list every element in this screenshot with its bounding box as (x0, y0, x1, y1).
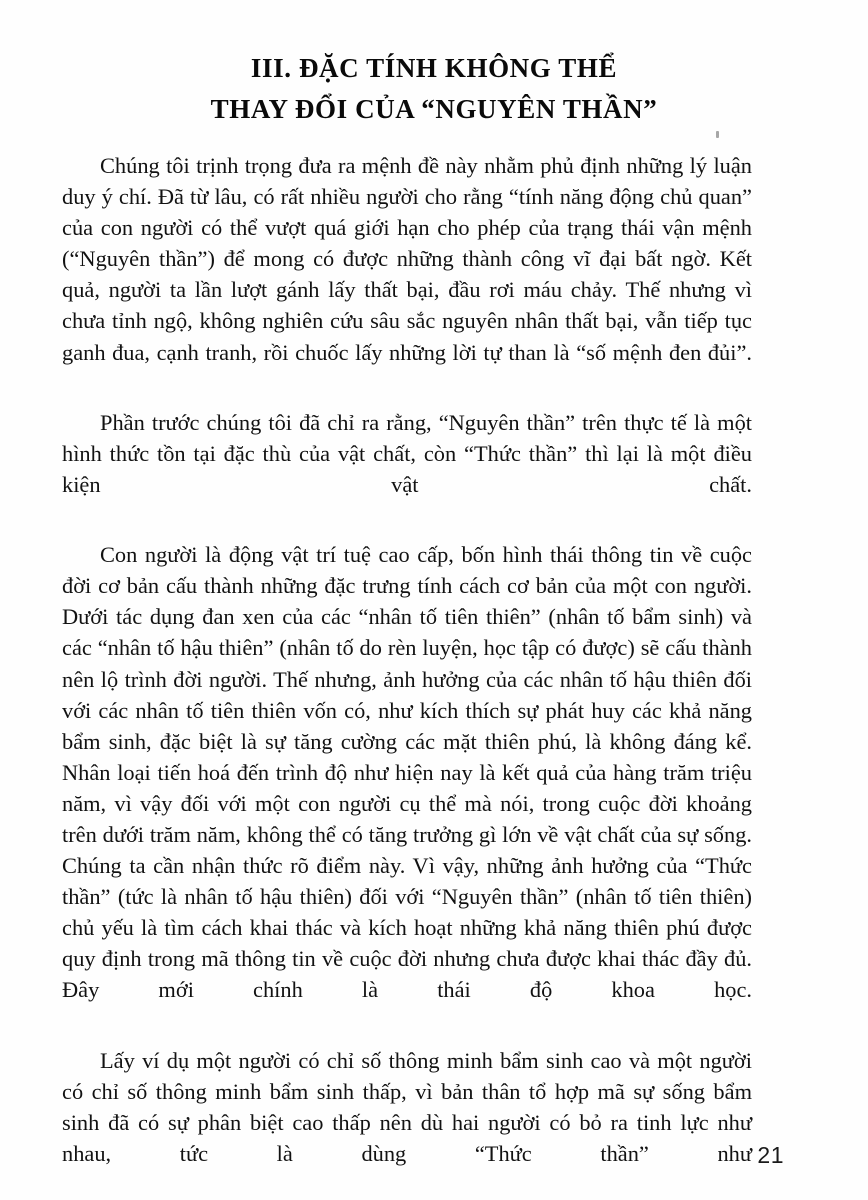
paragraph: Phần trước chúng tôi đã chỉ ra rằng, “Nguyên thần” trên thực tế là một hình thức tồn tại đặc thù của vật chất, còn “Thức thần” thì lại là một điều kiện vật chất. (62, 409, 752, 497)
scan-speck-artifact (716, 131, 719, 138)
body-text-column (62, 150, 752, 1200)
page-number: 21 (757, 1142, 784, 1168)
paragraph: Chúng tôi trịnh trọng đưa ra mệnh đề này nhằm phủ định những lý luận duy ý chí. Đã từ lâu, có rất nhiều người cho rằng “tính năng động chủ quan” của con người có thể vượt quá giới hạn cho phép của trạng thái vận mệnh (“Nguyên thần”) để mong có được những thành công vĩ đại bất ngờ. Kết quả, người ta lần lượt gánh lấy thất bại, đầu rơi máu chảy. Thế nhưng vì chưa tỉnh ngộ, không nghiên cứu sâu sắc nguyên nhân thất bại, vẫn tiếp tục ganh đua, cạnh tranh, rồi chuốc lấy những lời tự than là “số mệnh đen đủi”. (62, 153, 752, 365)
paragraph: Lấy ví dụ một người có chỉ số thông minh bẩm sinh cao và một người có chỉ số thông minh bẩm sinh thấp, vì bản thân tổ hợp mã sự sống bẩm sinh đã có sự phân biệt cao thấp nên dù hai người có bỏ ra tinh lực như nhau, tức là dùng “Thức thần” như (62, 1047, 752, 1166)
heading-line-1: III. ĐẶC TÍNH KHÔNG THỂ (250, 53, 618, 83)
page-heading (0, 48, 868, 130)
heading-line-2: THAY ĐỔI CỦA “NGUYÊN THẦN” (210, 94, 658, 125)
paragraph: Con người là động vật trí tuệ cao cấp, bốn hình thái thông tin về cuộc đời cơ bản cấu thành những đặc trưng tính cách cơ bản của một con người. Dưới tác dụng đan xen của các “nhân tố tiên thiên” (nhân tố bẩm sinh) và các “nhân tố hậu thiên” (nhân tố do rèn luyện, học tập có được) sẽ cấu thành nên lộ trình đời người. Thế nhưng, ảnh hưởng của các nhân tố hậu thiên đối với các nhân tố tiên thiên vốn có, như kích thích sự phát huy các khả năng bẩm sinh, đặc biệt là sự tăng cường các mặt thiên phú, là không đáng kể. Nhân loại tiến hoá đến trình độ như hiện nay là kết quả của hàng trăm triệu năm, vì vậy đối với một con người cụ thể mà nói, trong cuộc đời khoảng trên dưới trăm năm, không thể có tăng trưởng gì lớn về vật chất của sự sống. Chúng ta cần nhận thức rõ điểm này. Vì vậy, những ảnh hưởng của “Thức thần” (tức là nhân tố hậu thiên) đối với “Nguyên thần” (nhân tố tiên thiên) chủ yếu là tìm cách khai thác và kích hoạt những khả năng thiên phú được quy định trong mã thông tin về cuộc đời nhưng chưa được khai thác đầy đủ. Đây mới chính là thái độ khoa học. (62, 542, 752, 1003)
